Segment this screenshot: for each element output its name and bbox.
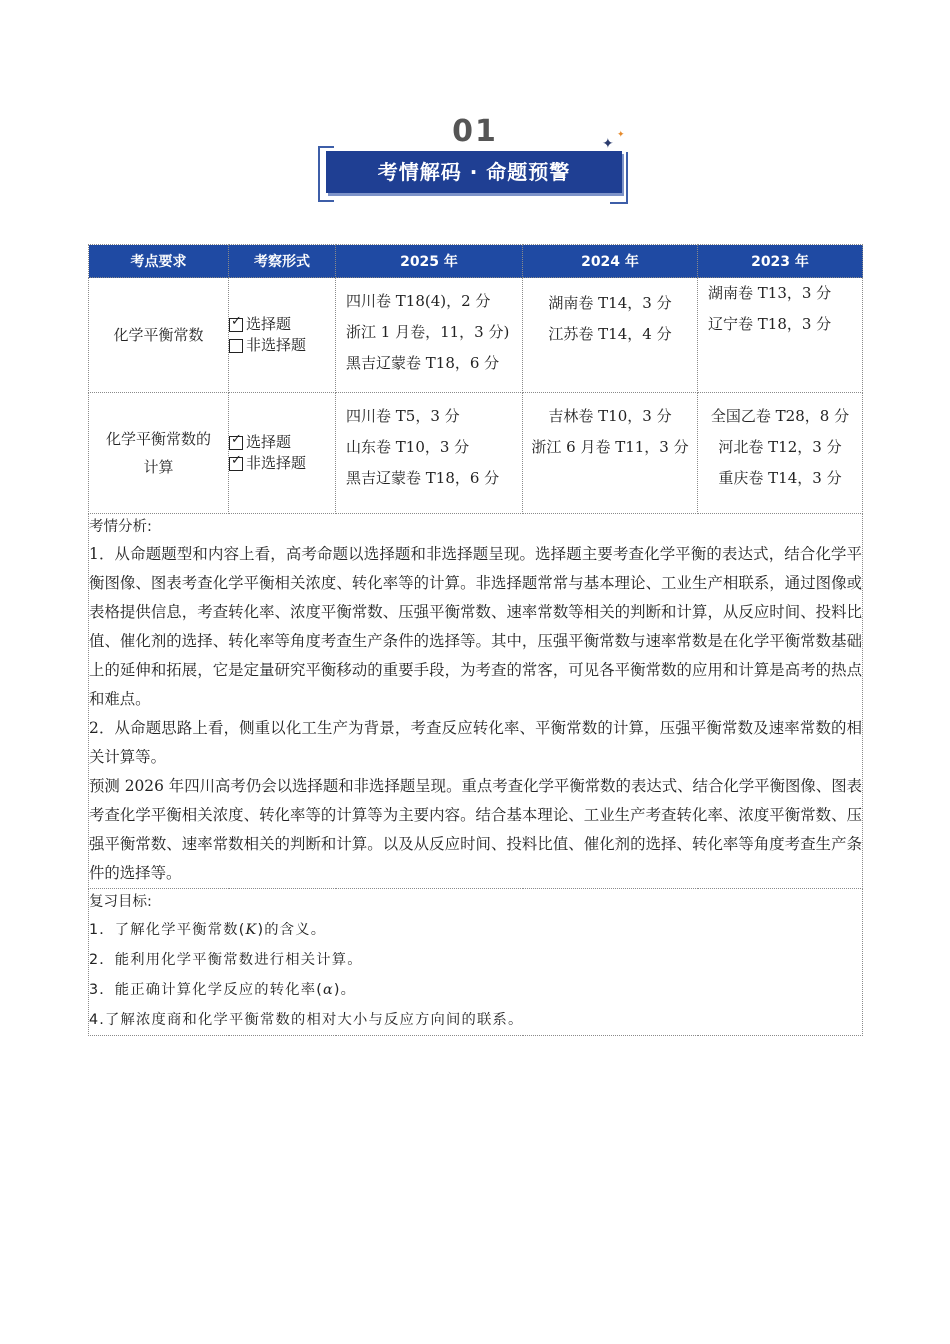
sparkle-small-icon: ✦ [617,130,625,140]
goal-item: 2．能利用化学平衡常数进行相关计算。 [89,952,363,968]
topic-line: 计算 [143,458,174,476]
exam-entry: 吉林卷 T10，3 分 [548,407,672,425]
goal-item: 3．能正确计算化学反应的转化率(α)。 [89,982,357,998]
form-option-label: 非选择题 [246,336,307,354]
checkbox-checked-icon: ✓ [229,318,243,332]
year-2023-cell [698,278,863,393]
header-cell: 考察形式 [229,245,336,278]
form-cell [229,278,336,393]
checkbox-empty-icon [229,339,243,353]
form-option [229,453,335,474]
goals-row [89,889,863,1036]
analysis-cell [89,514,863,889]
checkbox-checked-icon: ✓ [229,457,243,471]
year-2023-cell [698,393,863,514]
goal-item: 4.了解浓度商和化学平衡常数的相对大小与反应方向间的联系。 [89,1012,524,1028]
exam-entry: 山东卷 T10，3 分 [346,438,470,456]
exam-entry: 四川卷 T5，3 分 [346,407,460,425]
form-option-label: 非选择题 [246,454,307,472]
topic-cell [89,393,229,514]
exam-analysis-table [88,244,863,1036]
section-title: 考情解码 · 命题预警 [326,151,622,193]
header-cell: 2023 年 [698,245,863,278]
header-cell: 2025 年 [336,245,523,278]
topic-cell [89,278,229,393]
analysis-paragraph: 1．从命题题型和内容上看，高考命题以选择题和非选择题呈现。选择题主要考查化学平衡的表达式，结合化学平衡图像、图表考查化学平衡相关浓度、转化率等的计算。非选择题常常与基本理论、工业生产相联系，通过图像或表格提供信息，考查转化率、浓度平衡常数、压强平衡常数、速率常数等相关的判断和计算，从反应时间、投料比值、催化剂的选择、转化率等角度考查生产条件的选择等。其中，压强平衡常数与速率常数是在化学平衡常数基础上的延伸和拓展，它是定量研究平衡移动的重要手段，为考查的常客，可见各平衡常数的应用和计算是高考的热点和难点。 [89,545,862,708]
goals-cell [89,889,863,1036]
exam-entry: 浙江 6 月卷 T11，3 分 [531,438,689,456]
table-row [89,278,863,393]
form-option [229,335,335,356]
goal-item: 1．了解化学平衡常数(K)的含义。 [89,922,327,938]
exam-entry: 湖南卷 T14，3 分 [548,294,672,312]
exam-entry: 黑吉辽蒙卷 T18，6 分 [346,354,500,372]
form-option [229,314,335,335]
topic-line: 化学平衡常数的 [105,430,211,448]
topic-line: 化学平衡常数 [113,326,204,344]
year-2024-cell [523,278,698,393]
year-2025-cell [336,278,523,393]
sparkle-icon: ✦ [602,136,614,152]
exam-entry: 江苏卷 T14，4 分 [548,325,672,343]
form-option-label: 选择题 [246,315,292,333]
exam-entry: 辽宁卷 T18，3 分 [708,315,832,333]
form-option [229,432,335,453]
exam-entry: 河北卷 T12，3 分 [718,438,842,456]
table-header-row [89,245,863,278]
exam-entry: 重庆卷 T14，3 分 [718,469,842,487]
year-2024-cell [523,393,698,514]
year-2025-cell [336,393,523,514]
form-cell [229,393,336,514]
form-option-label: 选择题 [246,433,292,451]
analysis-paragraph: 2．从命题思路上看，侧重以化工生产为背景，考查反应转化率、平衡常数的计算，压强平衡常数及速率常数的相关计算等。 [89,719,862,766]
goals-title: 复习目标: [89,894,152,910]
table-row [89,393,863,514]
exam-entry: 湖南卷 T13，3 分 [708,284,832,302]
exam-entry: 浙江 1 月卷，11，3 分) [346,323,510,341]
analysis-paragraph: 预测 2026 年四川高考仍会以选择题和非选择题呈现。重点考查化学平衡常数的表达式、结合化学平衡图像、图表考查化学平衡相关浓度、转化率等的计算等为主要内容。结合基本理论、工业生产考查转化率、浓度平衡常数、压强平衡常数、速率常数相关的判断和计算。以及从反应时间、投料比值、催化剂的选择、转化率等角度考查生产条件的选择等。 [89,777,862,882]
header-cell: 考点要求 [89,245,229,278]
analysis-title: 考情分析: [89,519,152,535]
checkbox-checked-icon: ✓ [229,436,243,450]
header-cell: 2024 年 [523,245,698,278]
section-number: 01 [452,114,498,149]
analysis-row [89,514,863,889]
exam-entry: 黑吉辽蒙卷 T18，6 分 [346,469,500,487]
exam-entry: 四川卷 T18(4)，2 分 [346,292,491,310]
section-banner [300,108,650,208]
exam-entry: 全国乙卷 T28，8 分 [710,407,850,425]
